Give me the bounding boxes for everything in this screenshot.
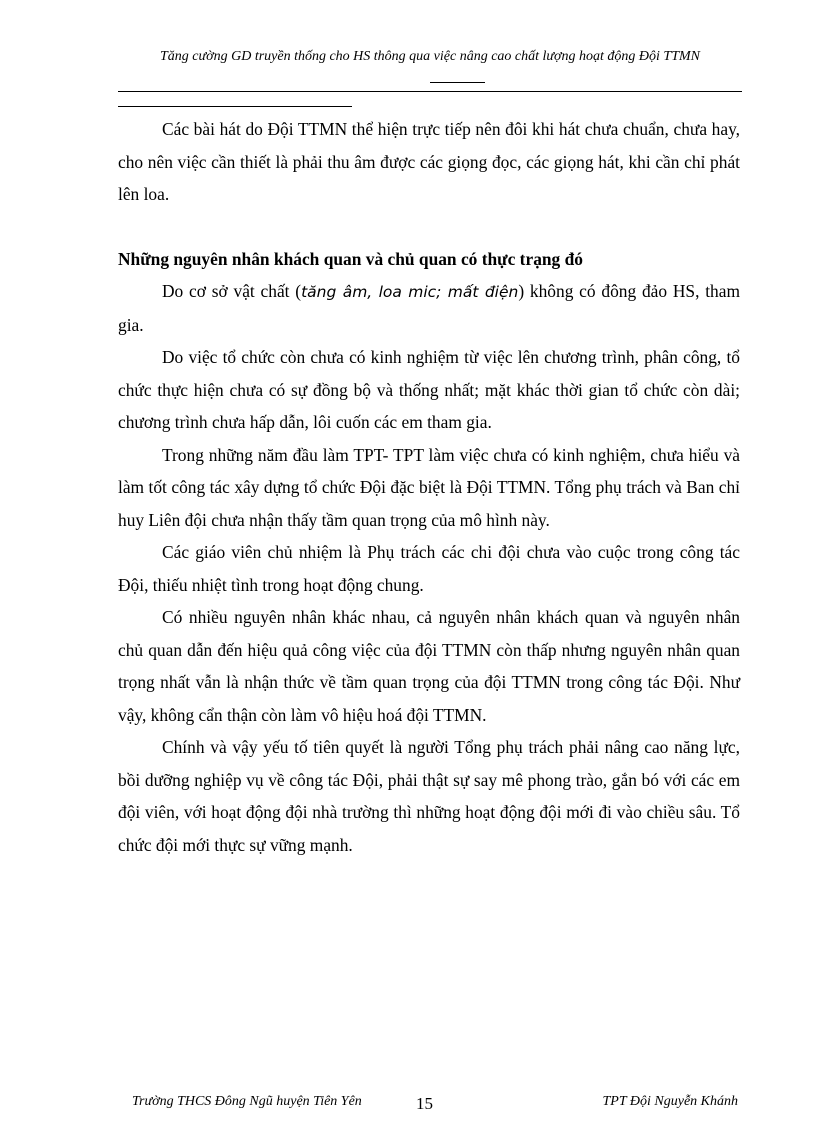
paragraph-facilities: [118, 275, 740, 341]
facilities-italic: tăng âm, loa mic; mất điện: [301, 283, 519, 301]
footer-author: TPT Đội Nguyễn Khánh: [602, 1094, 738, 1109]
paragraph-facilities-start: Do cơ sở vật chất (: [162, 281, 302, 301]
paragraph-teachers: Các giáo viên chủ nhiệm là Phụ trách các chi đội chưa vào cuộc trong công tác Đội, thiếu nhiệt tình trong hoạt động chung.: [118, 542, 740, 595]
top-short-rule: [118, 106, 352, 107]
footer-school: Trường THCS Đông Ngũ huyện Tiên Yên: [132, 1094, 362, 1109]
paragraph-conclusion: Chính và vậy yếu tố tiên quyết là người Tổng phụ trách phải nâng cao năng lực, bồi dưỡng nghiệp vụ về công tác Đội, phải thật sự say mê phong trào, gắn bó với các em đội viên, với hoạt động đội nhà trường thì những hoạt động đội mới đi vào chiều sâu. Tổ chức đội mới thực sự vững mạnh.: [118, 737, 740, 855]
header-underline: [430, 82, 485, 83]
section-heading: Những nguyên nhân khách quan và chủ quan có thực trạng đó: [118, 248, 583, 269]
page-footer: [118, 1094, 740, 1116]
paragraph-organization: Do việc tổ chức còn chưa có kinh nghiệm từ việc lên chương trình, phân công, tổ chức thực hiện chưa có sự đồng bộ và thống nhất; mặt khác thời gian tổ chức còn dài; chương trình chưa hấp dẫn, lôi cuốn các em tham gia.: [118, 347, 740, 432]
paragraph-recording: Các bài hát do Đội TTMN thể hiện trực tiếp nên đôi khi hát chưa chuẩn, chưa hay, cho nên việc cần thiết là phải thu âm được các giọng đọc, các giọng hát, khi cần chỉ phát lên loa.: [118, 119, 740, 204]
paragraph-causes: Có nhiều nguyên nhân khác nhau, cả nguyên nhân khách quan và nguyên nhân chủ quan dẫn đến hiệu quả công việc của đội TTMN còn thấp nhưng nguyên nhân quan trọng nhất vẫn là nhận thức về tầm quan trọng của đội TTMN trong công tác Đội. Như vậy, không cẩn thận còn làm vô hiệu hoá đội TTMN.: [118, 607, 740, 725]
paragraph-facilities-end: ) không có đông đảo HS, tham gia.: [118, 281, 740, 335]
paragraph-tpt-experience: Trong những năm đầu làm TPT- TPT làm việc chưa có kinh nghiệm, chưa hiểu và làm tốt công tác xây dựng tổ chức Đội đặc biệt là Đội TTMN. Tổng phụ trách và Ban chỉ huy Liên đội chưa nhận thấy tầm quan trọng của mô hình này.: [118, 444, 740, 530]
page-number: 15: [416, 1094, 433, 1113]
running-header: Tăng cường GD truyền thống cho HS thông qua việc nâng cao chất lượng hoạt động Đội TTMN: [159, 49, 700, 64]
header-rule: [118, 91, 742, 92]
page-body: [118, 113, 740, 861]
